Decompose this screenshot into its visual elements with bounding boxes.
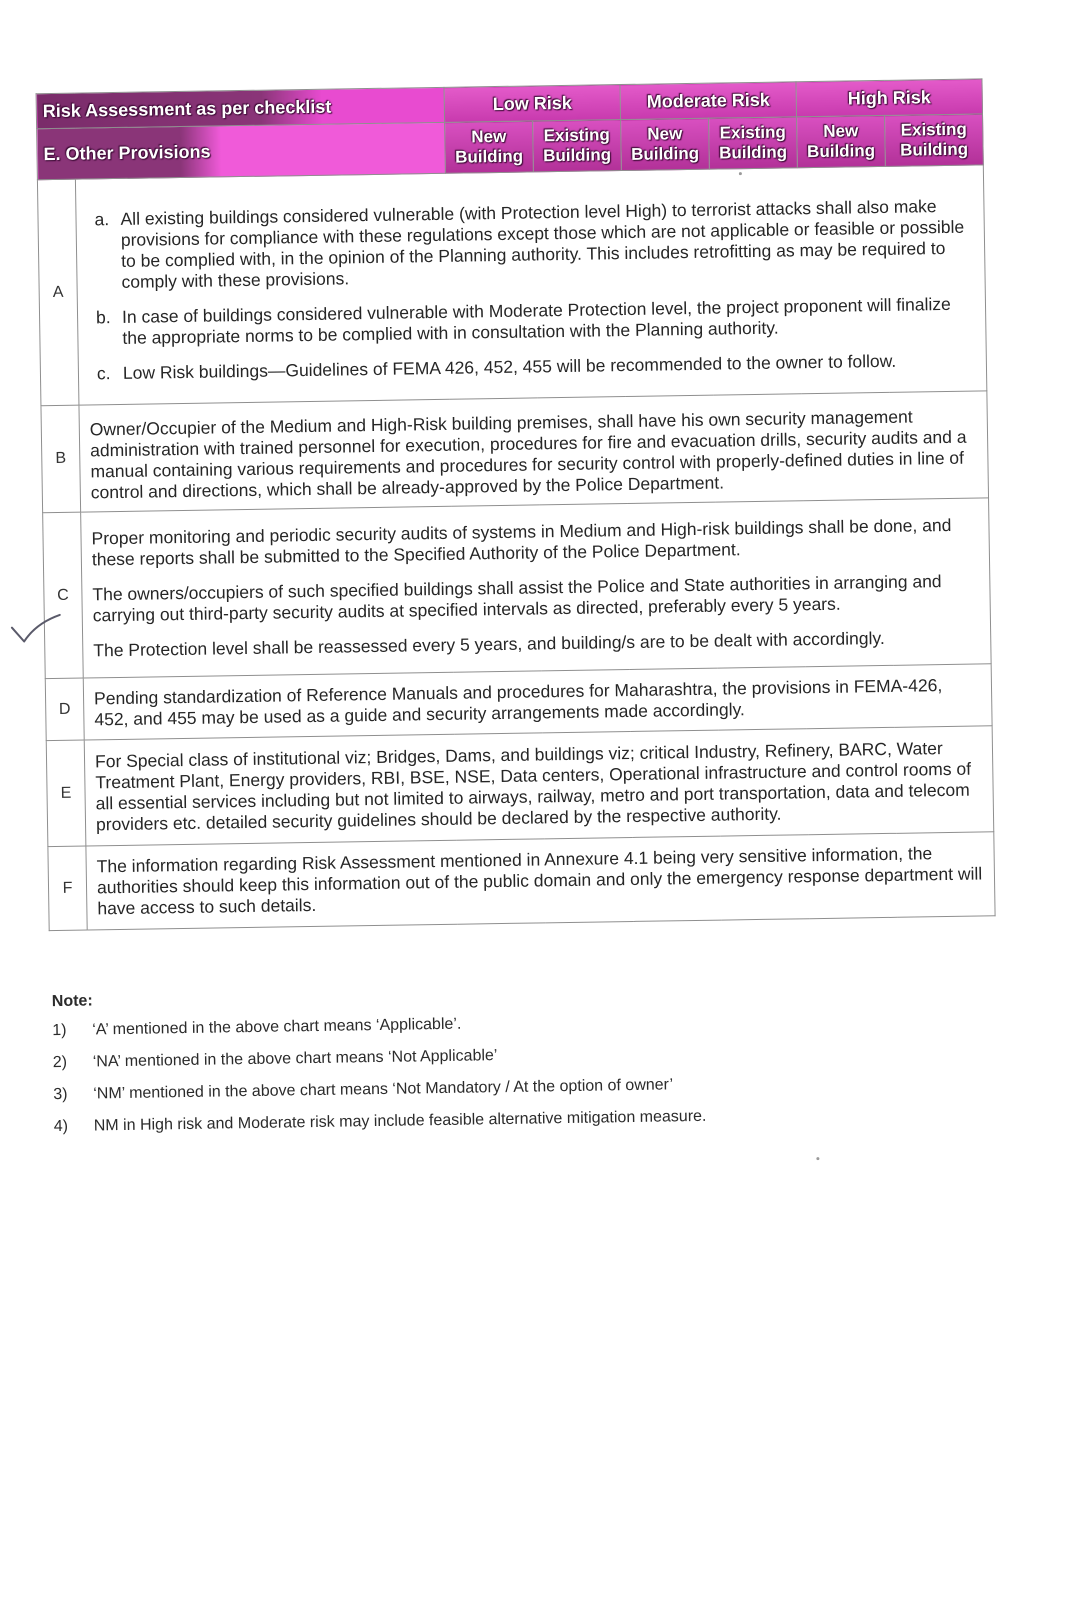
other-provisions-table xyxy=(36,78,996,931)
scan-speck xyxy=(739,172,742,175)
item-text: Low Risk buildings—Guidelines of FEMA 426, 452, 455 will be recommended to the owner to follow. xyxy=(122,350,897,383)
table-row xyxy=(41,391,989,513)
item-marker: c. xyxy=(96,363,111,384)
row-code: C xyxy=(43,512,84,679)
note-text: ‘NM’ mentioned in the above chart means ‘Not Mandatory / At the option of owner’ xyxy=(93,1076,674,1103)
provision-item xyxy=(95,293,976,349)
table-row xyxy=(43,498,992,679)
note-number: 1) xyxy=(52,1021,67,1040)
item-marker: a. xyxy=(94,209,110,230)
notes-section xyxy=(52,981,814,1149)
row-content xyxy=(84,726,994,846)
note-item xyxy=(54,1105,814,1137)
row-code: F xyxy=(48,846,87,931)
row-content xyxy=(81,498,992,678)
note-item xyxy=(53,1073,813,1105)
item-text: All existing buildings considered vulnerable (with Protection level High) to terrorist attacks shall also make provisions for compliance with these regulations except those which are not applicable or feasible or possible to be complied with, in the opinion of the Planning authority. This includes retrofitting as may be required to comply with these provisions. xyxy=(120,196,965,292)
row-code: A xyxy=(37,179,79,406)
row-code: E xyxy=(46,740,86,847)
table-row xyxy=(46,726,994,847)
note-number: 2) xyxy=(52,1053,68,1072)
header-other-provisions: E. Other Provisions xyxy=(37,122,446,179)
header-high-existing-building: Existing Building xyxy=(885,114,984,167)
row-content xyxy=(79,391,989,512)
table-row xyxy=(37,165,986,406)
header-high-new-building: New Building xyxy=(797,115,886,167)
row-code: B xyxy=(41,405,81,513)
item-text: In case of buildings considered vulnerable with Moderate Protection level, the project proponent will finalize the appropriate norms to be complied with in consultation with the Planning authority. xyxy=(121,293,951,348)
item-marker: b. xyxy=(95,307,111,328)
header-low-risk: Low Risk xyxy=(444,85,621,123)
note-text: ‘NA’ mentioned in the above chart means ‘Not Applicable’ xyxy=(92,1047,498,1071)
provision-item xyxy=(94,196,974,293)
row-paragraph: Proper monitoring and periodic security audits of systems in Medium and High-risk buildings shall be done, and these reports shall be submitted to the Specified Authority of the Police Department. xyxy=(91,514,952,570)
provision-list xyxy=(86,196,976,385)
note-number: 3) xyxy=(53,1085,68,1104)
row-paragraph: For Special class of institutional viz; Bridges, Dams, and buildings viz; critical Industry, Refinery, BARC, Water Treatment Plant, Energy providers, RBI, BSE, NSE, Data centers, Operational infrastructure and control rooms of all essential services including but not limited to airways, railway, metro and port transportation, data and telecom providers etc. detailed security guidelines should be declared by the respective authority. xyxy=(94,737,972,834)
header-low-new-building: New Building xyxy=(445,121,534,173)
header-risk-assessment: Risk Assessment as per checklist xyxy=(36,87,444,128)
row-paragraph: Owner/Occupier of the Medium and High-Risk building premises, shall have his own security management administration with trained personnel for execution, procedures for fire and evacuation drills, security audits and a manual containing various requirements and procedures for security control with properly-defined duties in line of control and directions, which shall be already-approved by the Police Department. xyxy=(89,406,967,503)
header-moderate-new-building: New Building xyxy=(621,118,710,170)
notes-title: Note: xyxy=(51,992,93,1011)
note-item xyxy=(53,1041,813,1073)
row-paragraph: The Protection level shall be reassessed every 5 years, and building/s are to be dealt with accordingly. xyxy=(93,627,885,661)
row-content xyxy=(86,832,995,930)
note-item xyxy=(52,1009,812,1041)
note-text: ‘A’ mentioned in the above chart means ‘Applicable’. xyxy=(92,1015,462,1039)
checkmark-icon xyxy=(10,613,62,646)
scan-speck xyxy=(816,1157,819,1160)
row-paragraph: Pending standardization of Reference Manuals and procedures for Maharashtra, the provisions in FEMA-426, 452, and 455 may be used as a guide and security arrangements made accordingly. xyxy=(93,674,943,729)
row-code: D xyxy=(45,678,84,741)
row-paragraph: The owners/occupiers of such specified buildings shall assist the Police and State authorities in arranging and carrying out third-party security audits at specified intervals as directed, preferably every 5 years. xyxy=(92,571,942,626)
note-number: 4) xyxy=(53,1117,69,1136)
header-moderate-existing-building: Existing Building xyxy=(709,117,798,169)
provision-item xyxy=(96,350,976,384)
header-high-risk: High Risk xyxy=(796,79,983,117)
table-row xyxy=(48,832,995,931)
header-low-existing-building: Existing Building xyxy=(533,120,622,172)
note-text: NM in High risk and Moderate risk may include feasible alternative mitigation measure. xyxy=(93,1107,707,1135)
row-paragraph: The information regarding Risk Assessment mentioned in Annexure 4.1 being very sensitive information, the authorities should keep this information out of the public domain and only the emergency response department will have access to such details. xyxy=(96,843,983,919)
row-content xyxy=(75,165,986,405)
header-moderate-risk: Moderate Risk xyxy=(620,82,797,120)
